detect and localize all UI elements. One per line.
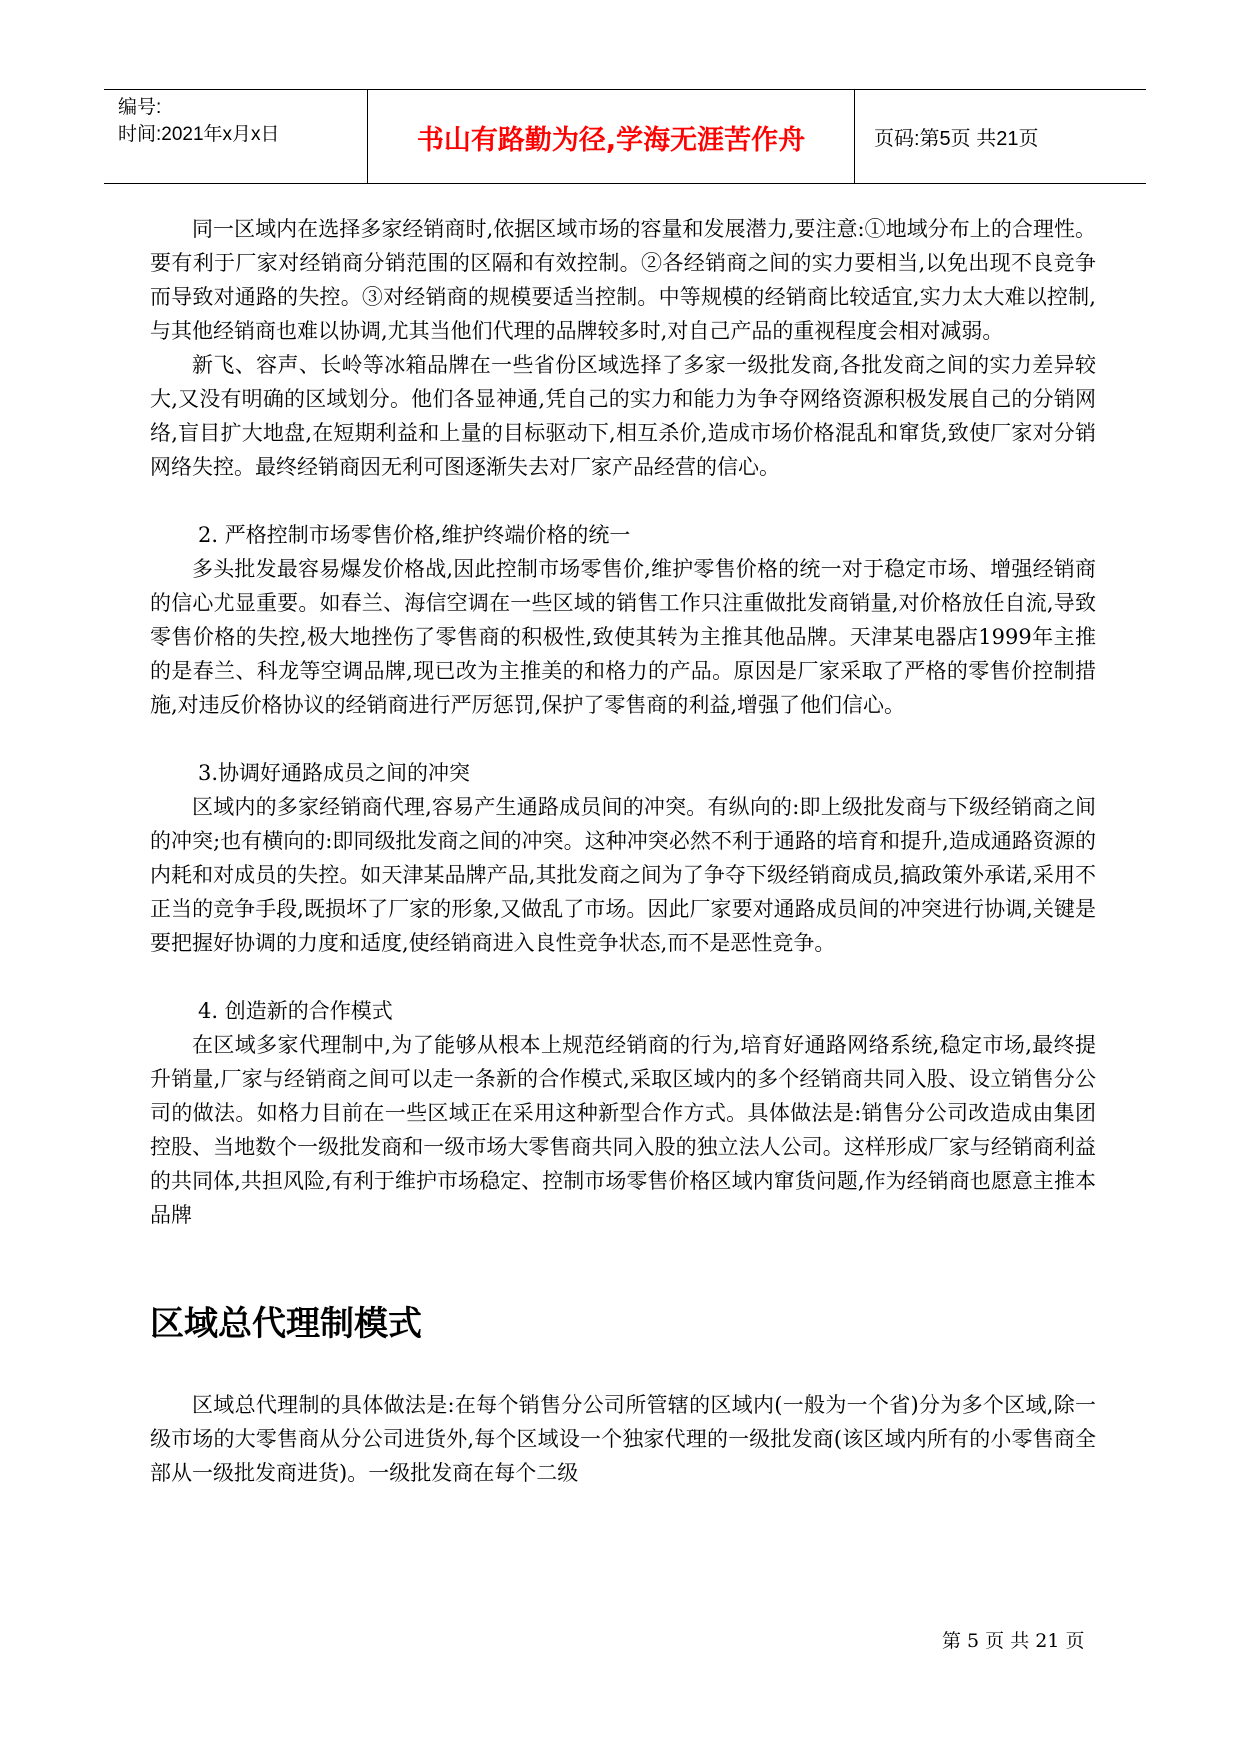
paragraph-5: 在区域多家代理制中,为了能够从根本上规范经销商的行为,培育好通路网络系统,稳定市场,最终提升销量,厂家与经销商之间可以走一条新的合作模式,采取区域内的多个经销商共同入股、设立销售分公司的做法。如格力目前在一些区域正在采用这种新型合作方式。具体做法是:销售分公司改造成由集团控股、当地数个一级批发商和一级市场大零售商共同入股的独立法人公司。这样形成厂家与经销商利益的共同体,共担风险,有利于维护市场稳定、控制市场零售价格区域内窜货问题,作为经销商也愿意主推本品牌: [150, 1033, 1096, 1227]
spacer: [150, 960, 1096, 994]
document-time-label: 时间:2021年x月x日: [118, 124, 280, 145]
spacer: [150, 1344, 1096, 1388]
subheading-3: 3.协调好通路成员之间的冲突: [198, 761, 471, 785]
spacer: [150, 722, 1096, 756]
header-meta: [118, 94, 280, 148]
page-header: [104, 89, 1146, 184]
header-motto: 书山有路勤为径,学海无涯苦作舟: [416, 125, 806, 156]
spacer: [150, 484, 1096, 518]
paragraph-4: 区域内的多家经销商代理,容易产生通路成员间的冲突。有纵向的:即上级批发商与下级经销商之间的冲突;也有横向的:即同级批发商之间的冲突。这种冲突必然不利于通路的培育和提升,造成通路资源的内耗和对成员的失控。如天津某品牌产品,其批发商之间为了争夺下级经销商成员,搞政策外承诺,采用不正当的竞争手段,既损坏了厂家的形象,又做乱了市场。因此厂家要对通路成员间的冲突进行协调,关键是要把握好协调的力度和适度,使经销商进入良性竞争状态,而不是恶性竞争。: [150, 795, 1096, 955]
subheading-4: 4. 创造新的合作模式: [198, 999, 393, 1023]
section-title: 区域总代理制模式: [150, 1304, 422, 1344]
paragraph-1: 同一区域内在选择多家经销商时,依据区域市场的容量和发展潜力,要注意:①地域分布上的合理性。要有利于厂家对经销商分销范围的区隔和有效控制。②各经销商之间的实力要相当,以免出现不良竞争而导致对通路的失控。③对经销商的规模要适当控制。中等规模的经销商比较适宜,实力太大难以控制,与其他经销商也难以协调,尤其当他们代理的品牌较多时,对自己产品的重视程度会相对减弱。: [150, 217, 1096, 343]
document-body: [150, 212, 1096, 1490]
subheading-2: 2. 严格控制市场零售价格,维护终端价格的统一: [198, 523, 631, 547]
paragraph-6: 区域总代理制的具体做法是:在每个销售分公司所管辖的区域内(一般为一个省)分为多个区域,除一级市场的大零售商从分公司进货外,每个区域设一个独家代理的一级批发商(该区域内所有的小零售商全部从一级批发商进货)。一级批发商在每个二级: [150, 1393, 1096, 1485]
header-divider-right: [854, 90, 855, 183]
document-number-label: 编号:: [118, 97, 162, 118]
header-page-number: 页码:第5页 共21页: [874, 128, 1039, 150]
spacer: [150, 1232, 1096, 1304]
paragraph-2: 新飞、容声、长岭等冰箱品牌在一些省份区域选择了多家一级批发商,各批发商之间的实力差异较大,又没有明确的区域划分。他们各显神通,凭自己的实力和能力为争夺网络资源积极发展自己的分销网络,盲目扩大地盘,在短期利益和上量的目标驱动下,相互杀价,造成市场价格混乱和窜货,致使厂家对分销网络失控。最终经销商因无利可图逐渐失去对厂家产品经营的信心。: [150, 353, 1096, 479]
page-footer: 第 5 页 共 21 页: [942, 1630, 1085, 1652]
paragraph-3: 多头批发最容易爆发价格战,因此控制市场零售价,维护零售价格的统一对于稳定市场、增强经销商的信心尤显重要。如春兰、海信空调在一些区域的销售工作只注重做批发商销量,对价格放任自流,导致零售价格的失控,极大地挫伤了零售商的积极性,致使其转为主推其他品牌。天津某电器店1999年主推的是春兰、科龙等空调品牌,现已改为主推美的和格力的产品。原因是厂家采取了严格的零售价控制措施,对违反价格协议的经销商进行严厉惩罚,保护了零售商的利益,增强了他们信心。: [150, 557, 1096, 717]
